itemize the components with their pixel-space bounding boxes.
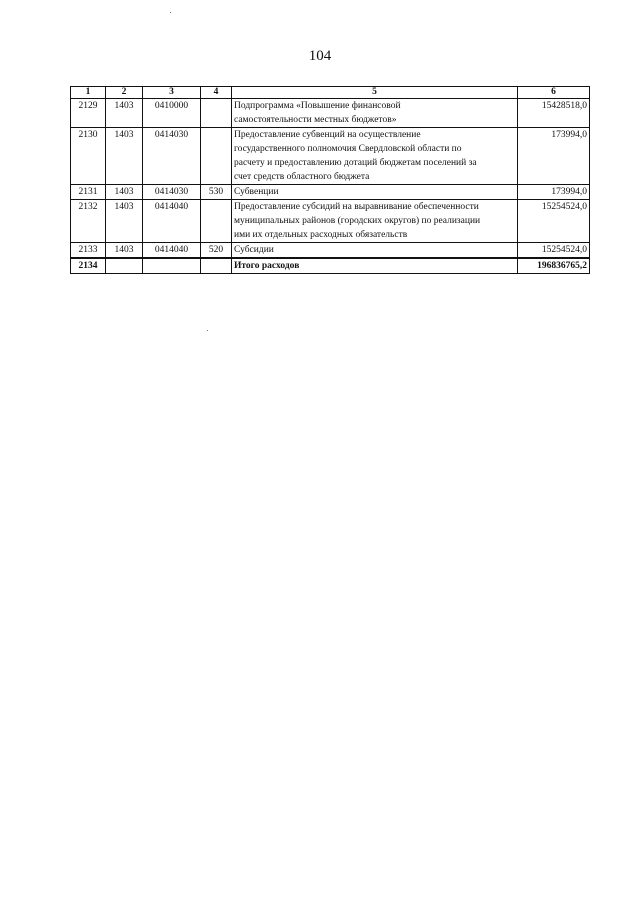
table-row: [71, 128, 590, 185]
description-line: Подпрограмма «Повышение финансовой: [234, 101, 401, 111]
description-line: расчету и предоставлению дотаций бюджетам поселений за: [234, 158, 477, 168]
scan-speck: [170, 12, 171, 13]
row-number-cell: 2129: [71, 99, 106, 128]
description-cell: [232, 128, 518, 185]
column-header: 5: [232, 87, 518, 99]
description-line: Предоставление субсидий на выравнивание обеспеченности: [234, 202, 479, 212]
expense-type-cell: [201, 200, 232, 243]
table-row: [71, 243, 590, 259]
expense-type-cell: 530: [201, 185, 232, 200]
description-line: ими их отдельных расходных обязательств: [234, 230, 408, 240]
description-line: муниципальных районов (городских округов) по реализации: [234, 216, 481, 226]
row-number-cell: 2131: [71, 185, 106, 200]
target-article-cell: 0414030: [143, 128, 201, 185]
section-code-cell: [106, 258, 143, 274]
amount-cell: 15428518,0: [518, 99, 590, 128]
target-article-cell: 0414030: [143, 185, 201, 200]
target-article-cell: 0410000: [143, 99, 201, 128]
row-number-cell: 2134: [71, 258, 106, 274]
description-line: счет средств областного бюджета: [234, 172, 370, 182]
amount-cell: 173994,0: [518, 128, 590, 185]
target-article-cell: 0414040: [143, 243, 201, 259]
table-row: [71, 185, 590, 200]
expense-type-cell: [201, 258, 232, 274]
description-line: Субсидии: [234, 245, 274, 255]
description-cell: [232, 200, 518, 243]
expenditure-table: [70, 86, 590, 274]
amount-cell: 15254524,0: [518, 243, 590, 259]
row-number-cell: 2133: [71, 243, 106, 259]
section-code-cell: 1403: [106, 128, 143, 185]
row-number-cell: 2130: [71, 128, 106, 185]
table-row: [71, 200, 590, 243]
description-cell: [232, 258, 518, 274]
expense-type-cell: 520: [201, 243, 232, 259]
description-line: Итого расходов: [234, 261, 300, 271]
section-code-cell: 1403: [106, 243, 143, 259]
column-header: 1: [71, 87, 106, 99]
amount-cell: 173994,0: [518, 185, 590, 200]
description-cell: [232, 243, 518, 259]
column-header: 6: [518, 87, 590, 99]
target-article-cell: 0414040: [143, 200, 201, 243]
column-header: 4: [201, 87, 232, 99]
description-line: Предоставление субвенций на осуществление: [234, 130, 421, 140]
scan-speck: [207, 330, 208, 331]
row-number-cell: 2132: [71, 200, 106, 243]
table-header-row: [71, 87, 590, 99]
description-cell: [232, 185, 518, 200]
column-header: 2: [106, 87, 143, 99]
expense-type-cell: [201, 128, 232, 185]
description-line: государственного полномочия Свердловской области по: [234, 144, 462, 154]
description-cell: [232, 99, 518, 128]
description-line: Субвенции: [234, 187, 279, 197]
amount-cell: 15254524,0: [518, 200, 590, 243]
expense-type-cell: [201, 99, 232, 128]
section-code-cell: 1403: [106, 185, 143, 200]
description-line: самостоятельности местных бюджетов»: [234, 115, 397, 125]
section-code-cell: 1403: [106, 200, 143, 243]
table-row: [71, 258, 590, 274]
target-article-cell: [143, 258, 201, 274]
section-code-cell: 1403: [106, 99, 143, 128]
page-number: 104: [308, 48, 332, 64]
table-row: [71, 99, 590, 128]
amount-cell: 196836765,2: [518, 258, 590, 274]
table-body: [71, 99, 590, 274]
column-header: 3: [143, 87, 201, 99]
